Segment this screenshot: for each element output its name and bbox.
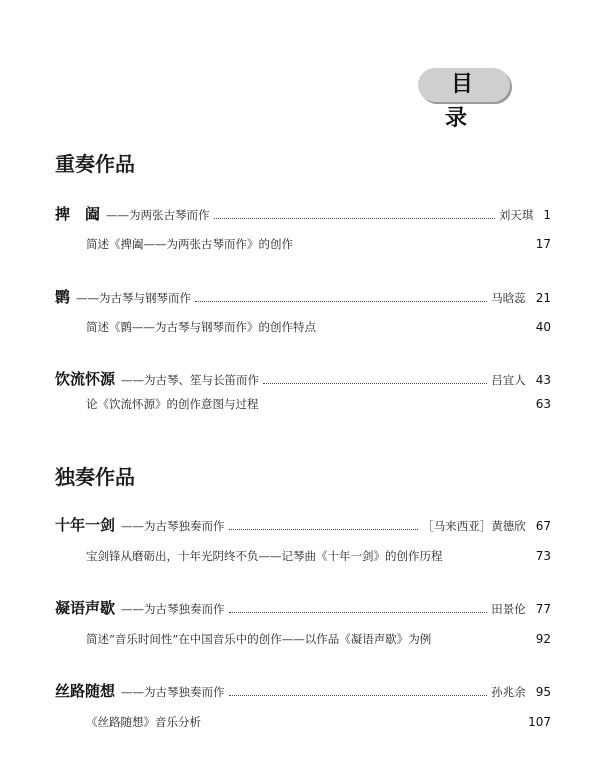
- entry-title: 丝路随想: [55, 682, 116, 700]
- toc-entry[interactable]: [55, 597, 551, 619]
- section-title-ensemble: 重奏作品: [55, 152, 135, 176]
- entry-page: 67: [535, 519, 551, 533]
- entry-subtitle: ——为古琴独奏而作: [121, 685, 225, 699]
- entry-subtitle: ——为古琴独奏而作: [121, 519, 225, 533]
- entry-author: ［马来西亚］黄德欣: [422, 519, 526, 533]
- toc-entry[interactable]: [55, 368, 551, 390]
- toc-title: 目 录: [444, 72, 489, 131]
- toc-sub-entry[interactable]: [86, 714, 551, 734]
- sub-entry-page: 63: [535, 397, 551, 411]
- sub-entry-text: 简述《鹮——为古琴与钢琴而作》的创作特点: [86, 320, 316, 334]
- sub-entry-text: 论《饮流怀源》的创作意图与过程: [86, 397, 259, 411]
- sub-entry-page: 17: [535, 237, 551, 251]
- entry-subtitle: ——为两张古琴而作: [106, 208, 210, 222]
- dot-leader: [229, 695, 488, 696]
- dot-leader: [229, 612, 488, 613]
- sub-entry-text: 简述“音乐时间性”在中国音乐中的创作——以作品《凝语声歇》为例: [86, 632, 432, 646]
- toc-sub-entry[interactable]: [86, 548, 551, 568]
- sub-entry-page: 92: [535, 632, 551, 646]
- entry-author: 吕宜人: [491, 373, 526, 387]
- entry-title: 捭 阖: [55, 205, 101, 223]
- entry-title: 凝语声歇: [55, 599, 116, 617]
- entry-page: 1: [543, 208, 551, 222]
- entry-subtitle: ——为古琴与钢琴而作: [76, 291, 192, 305]
- entry-subtitle: ——为古琴独奏而作: [121, 602, 225, 616]
- toc-entry[interactable]: [55, 203, 551, 225]
- entry-title: 饮流怀源: [55, 370, 116, 388]
- sub-entry-page: 40: [535, 320, 551, 334]
- sub-entry-text: 宝剑锋从磨砺出，十年光阴终不负——记琴曲《十年一剑》的创作历程: [86, 549, 443, 563]
- toc-sub-entry[interactable]: [86, 396, 551, 416]
- entry-author: 马晗蕊: [491, 291, 526, 305]
- entry-author: 刘天琪: [498, 208, 534, 222]
- entry-author: 孙兆余: [491, 685, 526, 699]
- toc-entry[interactable]: [55, 286, 551, 308]
- sub-entry-text: 简述《捭阖——为两张古琴而作》的创作: [86, 237, 293, 251]
- entry-subtitle: ——为古琴、笙与长笛而作: [121, 373, 260, 387]
- entry-page: 43: [535, 373, 551, 387]
- toc-entry[interactable]: [55, 680, 551, 702]
- entry-title: 十年一剑: [55, 516, 116, 534]
- toc-sub-entry[interactable]: [86, 631, 551, 651]
- entry-author: 田景伦: [491, 602, 526, 616]
- section-title-solo: 独奏作品: [55, 465, 135, 489]
- sub-entry-text: 《丝路随想》音乐分析: [86, 715, 201, 729]
- toc-sub-entry[interactable]: [86, 236, 551, 256]
- dot-leader: [195, 301, 487, 302]
- entry-title: 鹮: [55, 288, 71, 306]
- entry-page: 21: [535, 291, 551, 305]
- sub-entry-page: 107: [528, 715, 551, 729]
- toc-sub-entry[interactable]: [86, 319, 551, 339]
- toc-title-badge: [418, 68, 510, 131]
- dot-leader: [263, 383, 487, 384]
- sub-entry-page: 73: [535, 549, 551, 563]
- entry-page: 77: [535, 602, 551, 616]
- dot-leader: [214, 218, 495, 219]
- toc-entry[interactable]: [55, 514, 551, 536]
- entry-page: 95: [535, 685, 551, 699]
- dot-leader: [229, 529, 419, 530]
